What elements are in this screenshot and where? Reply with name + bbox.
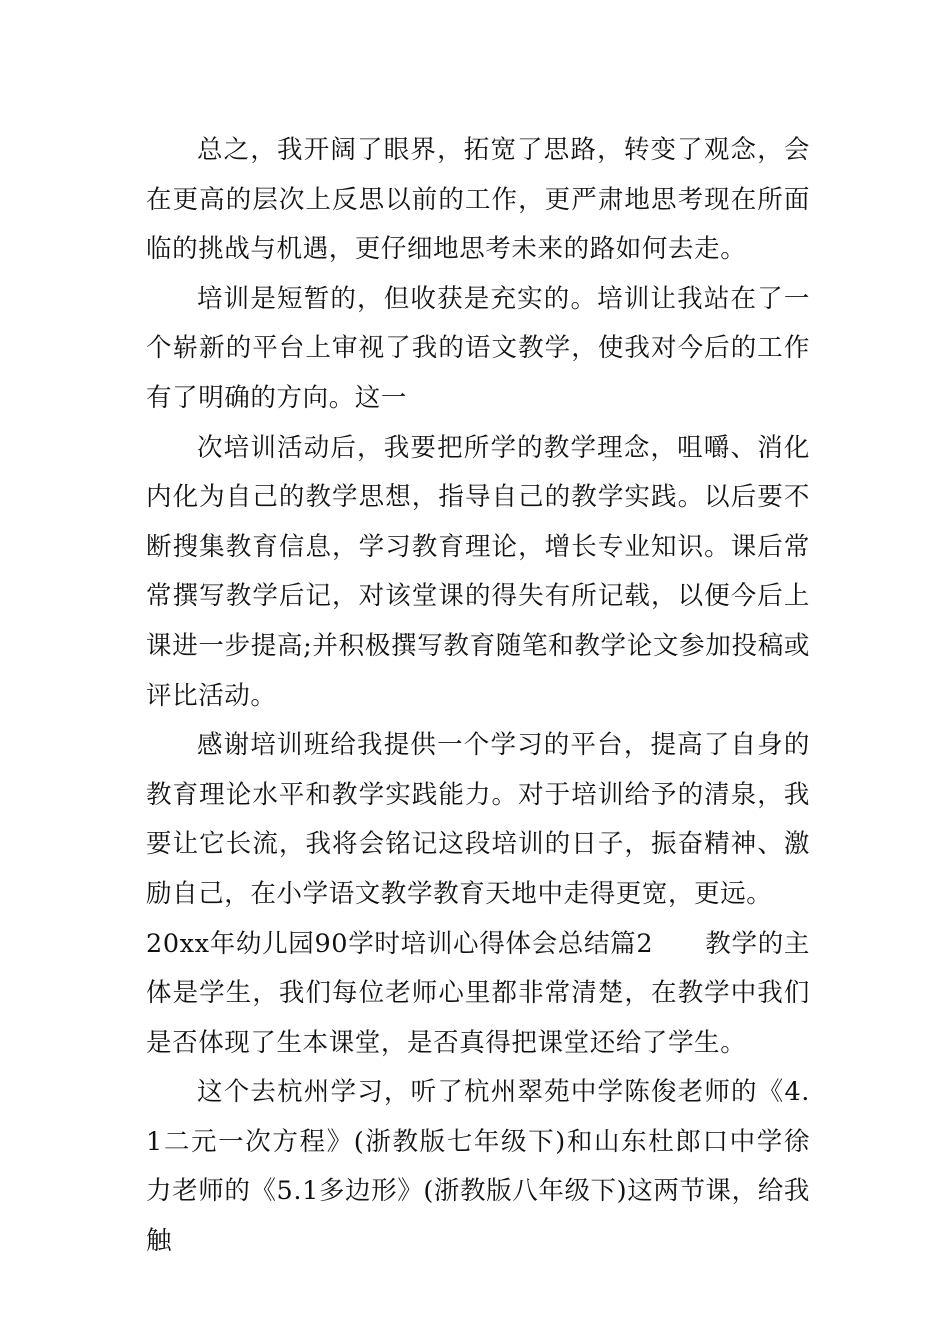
paragraph-5: 这个去杭州学习，听了杭州翠苑中学陈俊老师的《4.1二元一次方程》(浙教版七年级下)和山东杜郎口中学徐力老师的《5.1多边形》(浙教版八年级下)这两节课，给我触 bbox=[146, 1077, 810, 1257]
section-title: 20xx年幼儿园90学时培训心得体会总结篇2 bbox=[146, 928, 654, 959]
section-text: 教学的主体是学生，我们每位老师心里都非常清楚，在教学中我们是否体现了生本课堂，是否真得把课堂还给了学生。 bbox=[146, 928, 810, 1058]
paragraph-2: 培训是短暂的，但收获是充实的。培训让我站在了一个崭新的平台上审视了我的语文教学，使我对今后的工作有了明确的方向。这一 bbox=[146, 283, 810, 413]
document-body bbox=[146, 126, 810, 1267]
paragraph-4: 感谢培训班给我提供一个学习的平台，提高了自身的教育理论水平和教学实践能力。对于培训给予的清泉，我要让它长流，我将会铭记这段培训的日子，振奋精神、激励自己，在小学语文教学教育天地中走得更宽，更远。 bbox=[146, 730, 810, 909]
paragraph-1: 总之，我开阔了眼界，拓宽了思路，转变了观念，会在更高的层次上反思以前的工作，更严肃地思考现在所面临的挑战与机遇，更仔细地思考未来的路如何去走。 bbox=[146, 135, 810, 265]
paragraph-3: 次培训活动后，我要把所学的教学理念，咀嚼、消化内化为自己的教学思想，指导自己的教学实践。以后要不断搜集教育信息，学习教育理论，增长专业知识。课后常常撰写教学后记，对该堂课的得失有所记载，以便今后上课进一步提高;并积极撰写教育随笔和教学论文参加投稿或评比活动。 bbox=[146, 432, 810, 711]
section-heading-paragraph bbox=[146, 920, 810, 1069]
